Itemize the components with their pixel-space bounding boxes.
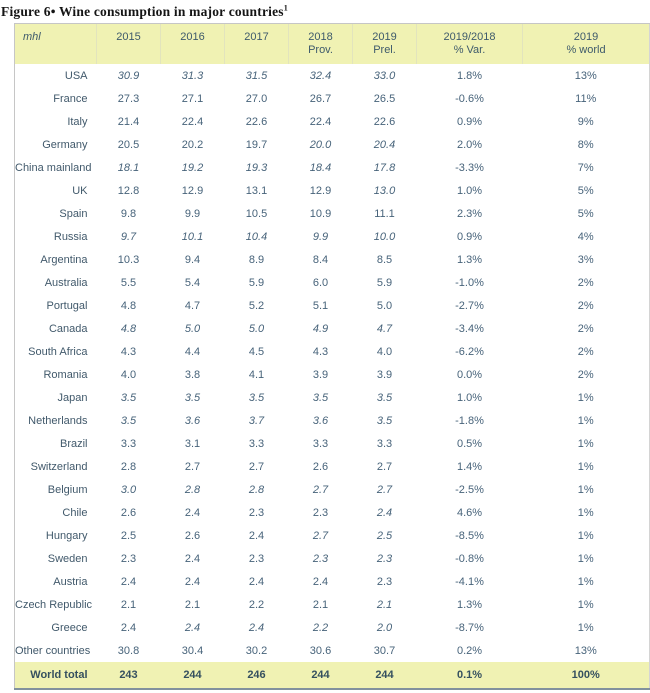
consumption-value: 3.9 [376, 368, 393, 381]
consumption-value: 3.5 [376, 391, 393, 404]
variation-value: -6.2% [455, 345, 484, 358]
table-footer [15, 662, 650, 689]
table-row [15, 593, 650, 616]
consumption-value: 26.7 [309, 92, 332, 105]
world-share-value: 2% [577, 368, 594, 381]
figure-footnote-mark: 1 [283, 3, 288, 13]
country-label: Romania [43, 368, 88, 381]
consumption-value: 2.8 [248, 483, 265, 496]
consumption-value: 30.6 [309, 644, 332, 657]
consumption-value: 2.3 [312, 506, 329, 519]
consumption-value: 4.0 [376, 345, 393, 358]
consumption-value: 19.3 [245, 161, 268, 174]
country-label: Spain [59, 207, 88, 220]
consumption-value: 20.0 [309, 138, 332, 151]
consumption-value: 2.4 [184, 506, 201, 519]
variation-value: 2.3% [456, 207, 483, 220]
consumption-value: 17.8 [373, 161, 396, 174]
consumption-value: 3.9 [312, 368, 329, 381]
col-header-2019-prel: 2019 Prel. [353, 24, 417, 65]
table-row [15, 409, 650, 432]
total-world-share: 100% [523, 662, 650, 689]
consumption-value: 8.4 [312, 253, 329, 266]
variation-value: -3.4% [455, 322, 484, 335]
variation-value: 0.9% [456, 230, 483, 243]
world-share-value: 1% [577, 437, 594, 450]
consumption-value: 8.5 [376, 253, 393, 266]
world-share-value: 7% [577, 161, 594, 174]
table-row [15, 524, 650, 547]
consumption-value: 4.7 [376, 322, 393, 335]
consumption-value: 2.4 [248, 621, 265, 634]
col-header-2018-prov: 2018 Prov. [289, 24, 353, 65]
consumption-value: 2.4 [376, 506, 393, 519]
consumption-value: 18.1 [117, 161, 140, 174]
consumption-value: 3.5 [120, 391, 137, 404]
world-share-value: 13% [574, 644, 597, 657]
country-label: Portugal [46, 299, 88, 312]
consumption-value: 2.1 [312, 598, 329, 611]
consumption-value: 9.7 [120, 230, 137, 243]
world-share-value: 1% [577, 552, 594, 565]
consumption-value: 2.4 [120, 621, 137, 634]
table-row [15, 110, 650, 133]
country-label: Chile [62, 506, 88, 519]
consumption-value: 3.3 [312, 437, 329, 450]
table-row [15, 225, 650, 248]
consumption-value: 9.9 [184, 207, 201, 220]
table-row [15, 639, 650, 662]
world-share-value: 8% [577, 138, 594, 151]
consumption-value: 10.0 [373, 230, 396, 243]
total-value-2016: 244 [161, 662, 225, 689]
table-row [15, 478, 650, 501]
consumption-value: 2.3 [376, 552, 393, 565]
consumption-value: 3.6 [184, 414, 201, 427]
consumption-value: 13.1 [245, 184, 268, 197]
table-row [15, 317, 650, 340]
consumption-value: 11.1 [374, 207, 395, 220]
total-variation: 0.1% [417, 662, 523, 689]
figure-title [0, 0, 650, 23]
world-share-value: 2% [577, 276, 594, 289]
consumption-value: 3.7 [248, 414, 265, 427]
consumption-value: 3.5 [184, 391, 201, 404]
consumption-value: 4.3 [312, 345, 329, 358]
consumption-value: 2.3 [120, 552, 137, 565]
consumption-value: 22.6 [373, 115, 396, 128]
world-share-value: 1% [577, 575, 594, 588]
consumption-value: 2.6 [120, 506, 137, 519]
consumption-value: 2.7 [376, 483, 393, 496]
variation-value: -1.8% [455, 414, 484, 427]
consumption-value: 8.9 [248, 253, 265, 266]
table-row [15, 501, 650, 524]
variation-value: 1.3% [456, 598, 483, 611]
consumption-value: 22.4 [181, 115, 204, 128]
col-header-2017: 2017 [225, 24, 289, 65]
consumption-value: 2.8 [120, 460, 137, 473]
world-share-value: 5% [577, 184, 594, 197]
table-row [15, 133, 650, 156]
consumption-value: 12.9 [181, 184, 204, 197]
consumption-value: 27.3 [117, 92, 140, 105]
figure-title-text: Figure 6• Wine consumption in major countries [1, 4, 284, 19]
consumption-value: 3.8 [184, 368, 201, 381]
country-label: China mainland [15, 161, 92, 174]
country-label: Russia [53, 230, 88, 243]
consumption-value: 12.8 [117, 184, 140, 197]
consumption-value: 2.3 [248, 506, 265, 519]
country-label: USA [64, 69, 88, 82]
country-label: Netherlands [28, 414, 88, 427]
variation-value: -2.5% [455, 483, 484, 496]
consumption-value: 3.3 [376, 437, 393, 450]
variation-value: 0.2% [456, 644, 483, 657]
consumption-value: 2.3 [376, 575, 393, 588]
variation-value: 1.8% [456, 69, 483, 82]
variation-value: 1.0% [456, 184, 483, 197]
consumption-value: 2.0 [376, 621, 393, 634]
consumption-value: 2.4 [248, 529, 265, 542]
consumption-value: 19.7 [245, 138, 268, 151]
consumption-value: 5.9 [376, 276, 393, 289]
world-share-value: 13% [574, 69, 597, 82]
total-value-2015: 243 [97, 662, 161, 689]
consumption-value: 20.2 [181, 138, 204, 151]
consumption-value: 10.3 [117, 253, 140, 266]
consumption-value: 3.6 [312, 414, 329, 427]
world-share-value: 1% [577, 414, 594, 427]
consumption-value: 5.5 [120, 276, 137, 289]
world-share-value: 5% [577, 207, 594, 220]
consumption-value: 4.8 [120, 299, 137, 312]
country-label: Hungary [45, 529, 88, 542]
world-share-value: 1% [577, 483, 594, 496]
consumption-value: 4.5 [248, 345, 265, 358]
consumption-value: 2.1 [184, 598, 201, 611]
table-row [15, 294, 650, 317]
table-row [15, 432, 650, 455]
country-label: Switzerland [30, 460, 88, 473]
table-row [15, 202, 650, 225]
country-label: Japan [57, 391, 88, 404]
consumption-value: 4.9 [312, 322, 329, 335]
consumption-value: 5.0 [184, 322, 201, 335]
country-label: Germany [42, 138, 88, 151]
country-label: Greece [51, 621, 88, 634]
variation-value: 1.0% [456, 391, 483, 404]
world-total-row [15, 662, 650, 689]
variation-value: 0.5% [456, 437, 483, 450]
col-header-2015: 2015 [97, 24, 161, 65]
table-row [15, 271, 650, 294]
consumption-value: 3.3 [120, 437, 137, 450]
consumption-value: 5.0 [376, 299, 393, 312]
world-share-value: 4% [577, 230, 594, 243]
consumption-value: 2.4 [312, 575, 329, 588]
col-header-world-share: 2019 % world [523, 24, 650, 65]
consumption-value: 20.5 [117, 138, 140, 151]
country-label: Austria [53, 575, 88, 588]
table-row [15, 87, 650, 110]
world-share-value: 1% [577, 460, 594, 473]
consumption-value: 2.4 [184, 575, 201, 588]
consumption-value: 26.5 [373, 92, 396, 105]
consumption-value: 10.9 [309, 207, 332, 220]
total-value-2018: 244 [289, 662, 353, 689]
consumption-value: 2.2 [248, 598, 265, 611]
table-row [15, 455, 650, 478]
table-row [15, 616, 650, 639]
country-label: France [53, 92, 88, 105]
country-label: Australia [44, 276, 88, 289]
consumption-value: 27.1 [181, 92, 204, 105]
consumption-value: 3.5 [312, 391, 329, 404]
world-share-value: 11% [575, 92, 597, 105]
table-row [15, 363, 650, 386]
consumption-value: 4.7 [184, 299, 201, 312]
consumption-value: 27.0 [245, 92, 268, 105]
col-header-2016: 2016 [161, 24, 225, 65]
consumption-value: 20.4 [373, 138, 396, 151]
world-total-label: World total [15, 662, 97, 689]
consumption-value: 13.0 [373, 184, 396, 197]
consumption-value: 22.4 [309, 115, 332, 128]
variation-value: 1.3% [456, 253, 483, 266]
world-share-value: 1% [577, 529, 594, 542]
consumption-value: 18.4 [309, 161, 332, 174]
world-share-value: 1% [577, 391, 594, 404]
variation-value: -2.7% [455, 299, 484, 312]
table-row [15, 248, 650, 271]
consumption-value: 21.4 [117, 115, 140, 128]
consumption-value: 5.4 [184, 276, 201, 289]
consumption-value: 5.2 [248, 299, 265, 312]
consumption-value: 4.3 [120, 345, 137, 358]
consumption-value: 2.8 [184, 483, 201, 496]
consumption-value: 2.4 [184, 621, 201, 634]
consumption-value: 10.5 [245, 207, 268, 220]
table-body [15, 64, 650, 662]
consumption-value: 2.7 [376, 460, 393, 473]
consumption-value: 2.1 [120, 598, 137, 611]
consumption-value: 4.4 [184, 345, 201, 358]
world-share-value: 3% [577, 253, 594, 266]
variation-value: -1.0% [455, 276, 484, 289]
total-value-2019: 244 [353, 662, 417, 689]
consumption-value: 31.3 [181, 69, 204, 82]
world-share-value: 1% [577, 598, 594, 611]
table-row [15, 179, 650, 202]
consumption-value: 3.0 [120, 483, 137, 496]
consumption-value: 10.1 [181, 230, 204, 243]
variation-value: 1.4% [456, 460, 483, 473]
world-share-value: 1% [577, 506, 594, 519]
variation-value: 4.6% [456, 506, 483, 519]
consumption-value: 30.4 [181, 644, 204, 657]
consumption-value: 31.5 [245, 69, 268, 82]
consumption-value: 2.7 [312, 483, 329, 496]
table-row [15, 64, 650, 87]
world-share-value: 2% [577, 299, 594, 312]
variation-value: -0.6% [455, 92, 484, 105]
consumption-value: 6.0 [312, 276, 329, 289]
consumption-value: 4.8 [120, 322, 137, 335]
consumption-value: 12.9 [309, 184, 332, 197]
consumption-value: 22.6 [245, 115, 268, 128]
country-label: Brazil [59, 437, 88, 450]
table-row [15, 570, 650, 593]
country-label: Czech Republic [15, 598, 93, 611]
table-row [15, 547, 650, 570]
variation-value: 0.0% [456, 368, 483, 381]
consumption-value: 3.5 [248, 391, 265, 404]
consumption-value: 2.3 [248, 552, 265, 565]
consumption-value: 9.8 [120, 207, 137, 220]
consumption-value: 30.2 [245, 644, 268, 657]
consumption-value: 2.6 [312, 460, 329, 473]
consumption-value: 2.3 [312, 552, 329, 565]
variation-value: -8.7% [455, 621, 484, 634]
consumption-value: 30.8 [117, 644, 140, 657]
country-label: UK [72, 184, 88, 197]
consumption-value: 2.5 [376, 529, 393, 542]
consumption-value: 30.9 [117, 69, 140, 82]
unit-label: mhl [15, 24, 97, 65]
col-header-variation: 2019/2018 % Var. [417, 24, 523, 65]
variation-value: 2.0% [456, 138, 483, 151]
variation-value: -4.1% [455, 575, 484, 588]
consumption-value: 2.6 [184, 529, 201, 542]
country-label: Argentina [40, 253, 88, 266]
consumption-value: 4.0 [120, 368, 137, 381]
consumption-value: 2.5 [120, 529, 137, 542]
consumption-value: 2.4 [120, 575, 137, 588]
consumption-value: 2.7 [312, 529, 329, 542]
consumption-value: 32.4 [309, 69, 332, 82]
consumption-value: 9.9 [312, 230, 329, 243]
consumption-value: 4.1 [248, 368, 265, 381]
consumption-value: 30.7 [373, 644, 396, 657]
consumption-value: 2.7 [248, 460, 265, 473]
country-label: Other countries [15, 644, 91, 657]
consumption-value: 2.4 [184, 552, 201, 565]
consumption-value: 19.2 [181, 161, 204, 174]
consumption-value: 2.7 [184, 460, 201, 473]
world-share-value: 1% [577, 621, 594, 634]
consumption-value: 5.9 [248, 276, 265, 289]
world-share-value: 9% [577, 115, 594, 128]
consumption-value: 5.1 [312, 299, 329, 312]
total-value-2017: 246 [225, 662, 289, 689]
consumption-value: 9.4 [184, 253, 201, 266]
country-label: South Africa [28, 345, 88, 358]
table-row [15, 340, 650, 363]
consumption-value: 10.4 [245, 230, 268, 243]
consumption-value: 3.1 [184, 437, 201, 450]
consumption-value: 5.0 [248, 322, 265, 335]
variation-value: 0.9% [456, 115, 483, 128]
consumption-value: 3.3 [248, 437, 265, 450]
table-row [15, 386, 650, 409]
table-row [15, 156, 650, 179]
world-share-value: 2% [577, 322, 594, 335]
consumption-value: 2.2 [312, 621, 329, 634]
variation-value: -8.5% [455, 529, 484, 542]
country-label: Canada [48, 322, 88, 335]
variation-value: -0.8% [455, 552, 484, 565]
consumption-value: 2.1 [376, 598, 393, 611]
table-header [15, 24, 650, 65]
country-label: Sweden [47, 552, 88, 565]
consumption-value: 33.0 [373, 69, 396, 82]
wine-consumption-table [14, 23, 650, 690]
variation-value: -3.3% [455, 161, 484, 174]
country-label: Italy [67, 115, 88, 128]
world-share-value: 2% [577, 345, 594, 358]
consumption-value: 3.5 [376, 414, 393, 427]
country-label: Belgium [47, 483, 88, 496]
consumption-value: 3.5 [120, 414, 137, 427]
consumption-value: 2.4 [248, 575, 265, 588]
